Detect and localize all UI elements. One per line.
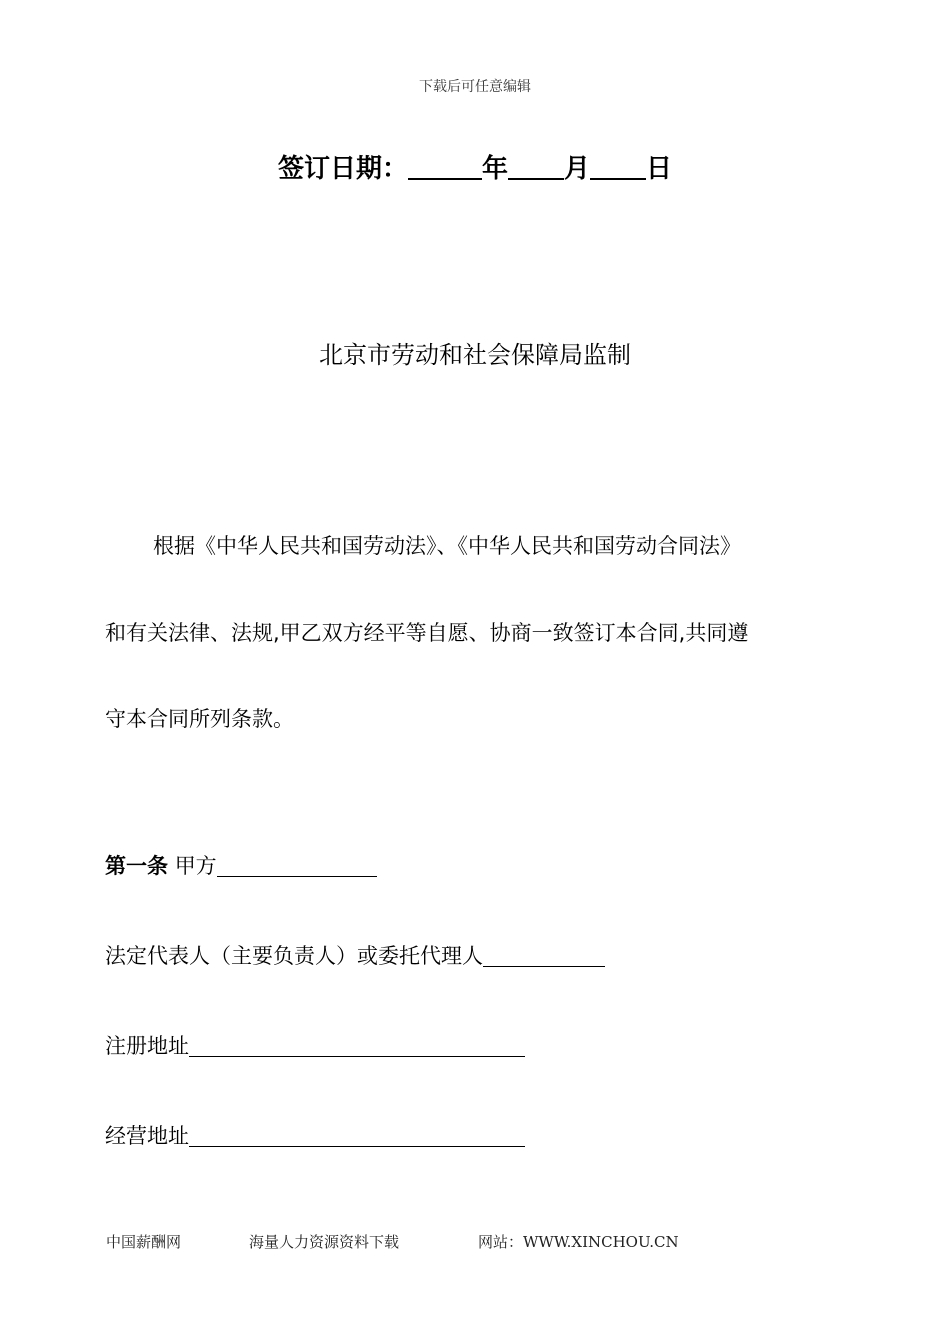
legal-rep-label: 法定代表人（主要负责人）或委托代理人 [105, 944, 483, 968]
footer-slogan: 海量人力资源资料下载 [249, 1233, 400, 1251]
registered-address-label: 注册地址 [105, 1034, 189, 1058]
registered-address-field [105, 1030, 525, 1060]
legal-rep-field [105, 940, 605, 970]
page-footer [106, 1231, 806, 1252]
year-label: 年 [481, 154, 508, 184]
business-address-blank[interactable] [189, 1125, 525, 1147]
day-label: 日 [646, 154, 673, 184]
preamble-line-3: 守本合同所列条款。 [105, 707, 294, 731]
month-label: 月 [564, 154, 591, 184]
party-a-label: 甲方 [174, 854, 217, 878]
preamble-line-1: 根据《中华人民共和国劳动法》、《中华人民共和国劳动合同法》 [153, 534, 741, 558]
party-a-blank[interactable] [217, 855, 377, 877]
year-blank[interactable] [408, 154, 482, 180]
day-blank[interactable] [590, 154, 646, 180]
party-a-field [105, 850, 377, 880]
footer-website: 网站：WWW.XINCHOU.CN [478, 1233, 679, 1251]
article-1-label: 第一条 [105, 854, 168, 878]
business-address-label: 经营地址 [105, 1124, 189, 1148]
supervisor-line: 北京市劳动和社会保障局监制 [319, 341, 631, 369]
preamble-line-2: 和有关法律、法规,甲乙双方经平等自愿、协商一致签订本合同,共同遵 [105, 621, 749, 645]
legal-rep-blank[interactable] [483, 945, 605, 967]
sign-date-label: 签订日期： [277, 154, 408, 184]
footer-site-name: 中国薪酬网 [106, 1233, 182, 1251]
registered-address-blank[interactable] [189, 1035, 525, 1057]
sign-date [0, 148, 950, 185]
header-note: 下载后可任意编辑 [419, 79, 531, 95]
business-address-field [105, 1120, 525, 1150]
month-blank[interactable] [508, 154, 564, 180]
